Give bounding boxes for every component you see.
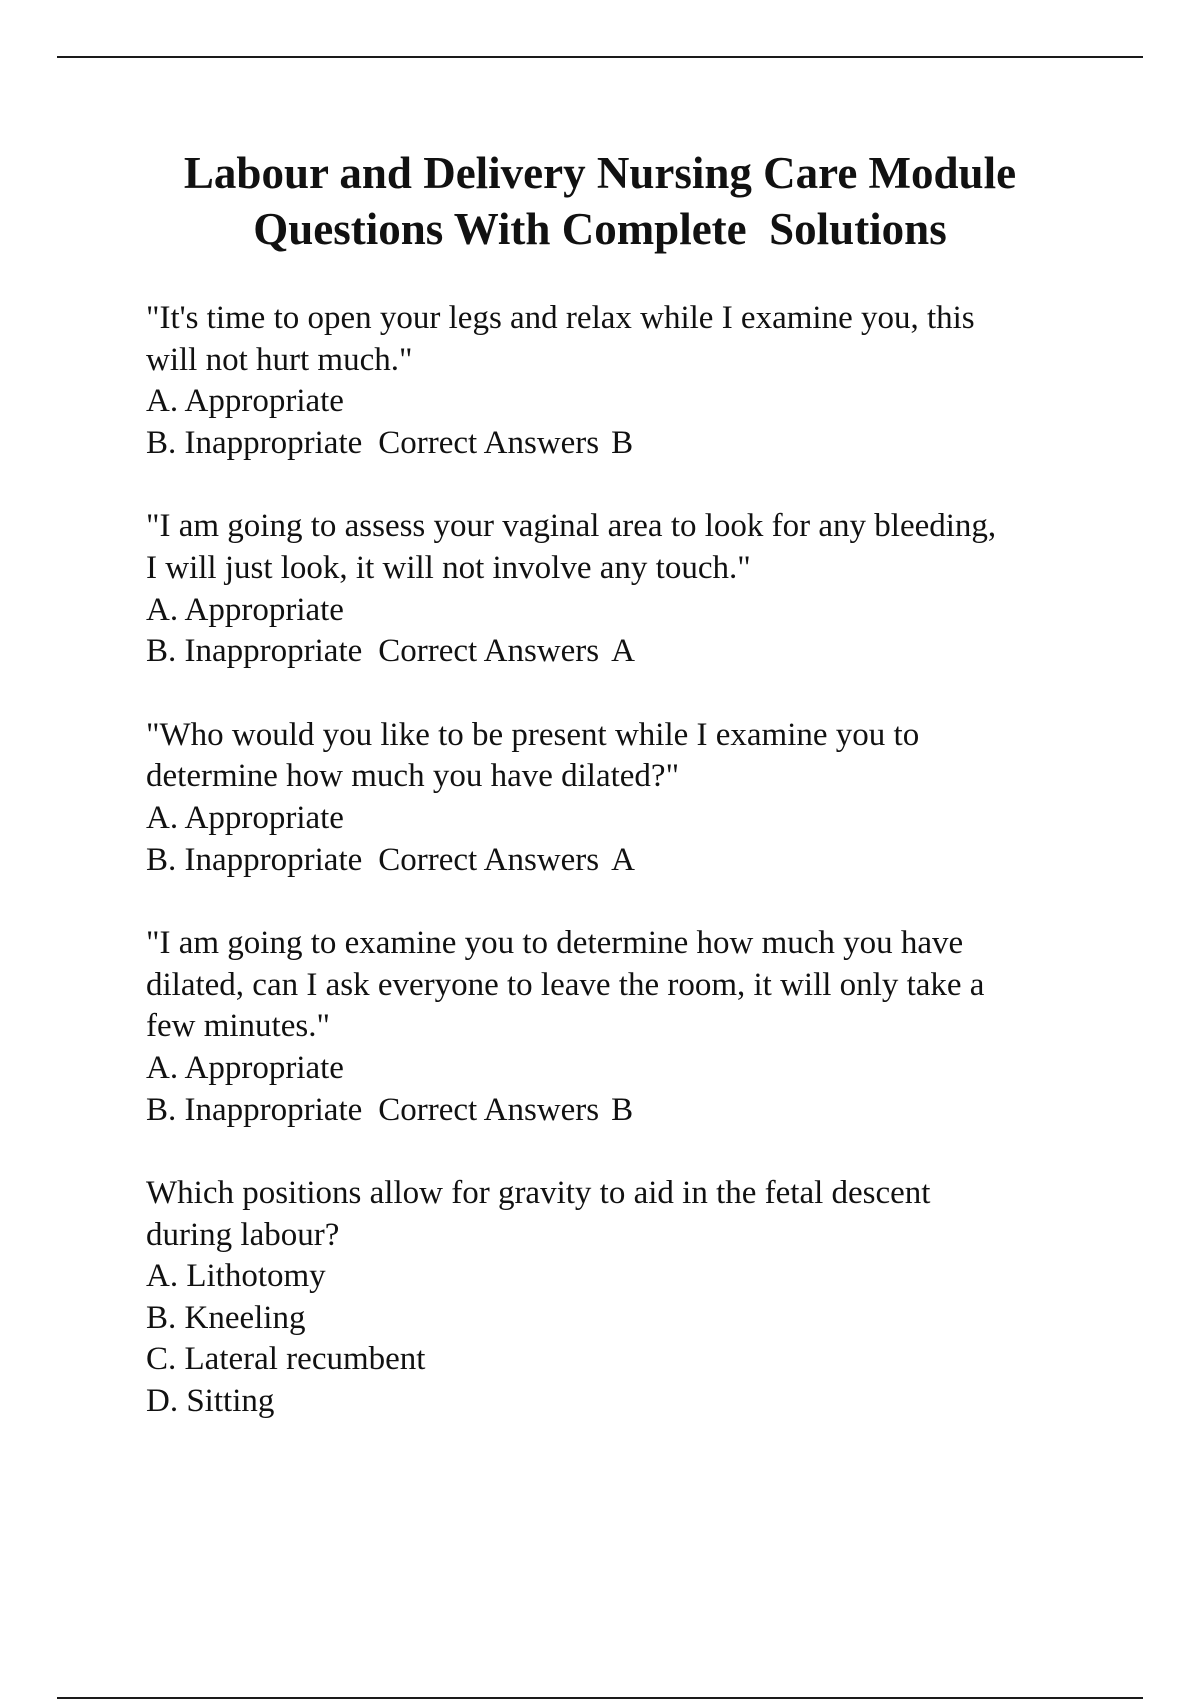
answer-label: Correct Answers — [378, 424, 600, 461]
option-b: B. Inappropriate — [146, 633, 363, 670]
question-item — [146, 923, 1086, 1131]
question-stem-line: Which positions allow for gravity to aid in the fetal descent — [146, 1175, 931, 1212]
question-stem-line: dilated, can I ask everyone to leave the room, it will only take a — [146, 966, 985, 1003]
answer-value: A — [611, 841, 635, 878]
question-stem-line: "It's time to open your legs and relax while I examine you, this — [146, 300, 975, 336]
question-stem-line: will not hurt much." — [146, 341, 413, 378]
option-a: A. Lithotomy — [146, 1258, 326, 1295]
question-stem-line: during labour? — [146, 1216, 340, 1253]
question-stem-line: "I am going to examine you to determine how much you have — [146, 925, 964, 962]
option-b-with-answer — [146, 631, 1086, 673]
option-a: A. Appropriate — [146, 1049, 344, 1086]
answer-value: B — [611, 1091, 634, 1128]
option-b: B. Kneeling — [146, 1299, 306, 1336]
question-stem-line: determine how much you have dilated?" — [146, 758, 680, 795]
title-line: Questions With Complete Solutions — [253, 204, 947, 254]
question-stem-line: I will just look, it will not involve any touch." — [146, 549, 751, 586]
top-rule — [57, 56, 1143, 58]
document-title — [60, 145, 1140, 257]
option-b: B. Inappropriate — [146, 424, 363, 461]
answer-value: A — [611, 633, 635, 670]
option-b-with-answer — [146, 1090, 1086, 1132]
question-item — [146, 298, 1086, 464]
answer-value: B — [611, 424, 634, 461]
question-stem-line: "I am going to assess your vaginal area to look for any bleeding, — [146, 508, 997, 545]
title-line: Labour and Delivery Nursing Care Module — [183, 148, 1017, 198]
answer-label: Correct Answers — [378, 1091, 600, 1128]
answer-label: Correct Answers — [378, 633, 600, 670]
question-item — [146, 1173, 1086, 1423]
question-list — [146, 298, 1086, 1465]
question-stem-line: few minutes." — [146, 1008, 330, 1045]
option-b: B. Inappropriate — [146, 1091, 363, 1128]
option-d: D. Sitting — [146, 1383, 275, 1420]
bottom-rule — [57, 1697, 1143, 1699]
option-c: C. Lateral recumbent — [146, 1341, 426, 1378]
question-item — [146, 506, 1086, 672]
answer-label: Correct Answers — [378, 841, 600, 878]
question-stem-line: "Who would you like to be present while I examine you to — [146, 716, 920, 753]
option-a: A. Appropriate — [146, 799, 344, 836]
option-a: A. Appropriate — [146, 591, 344, 628]
option-b-with-answer — [146, 423, 1086, 465]
option-a: A. Appropriate — [146, 383, 344, 420]
option-b-with-answer — [146, 840, 1086, 882]
question-item — [146, 715, 1086, 881]
option-b: B. Inappropriate — [146, 841, 363, 878]
